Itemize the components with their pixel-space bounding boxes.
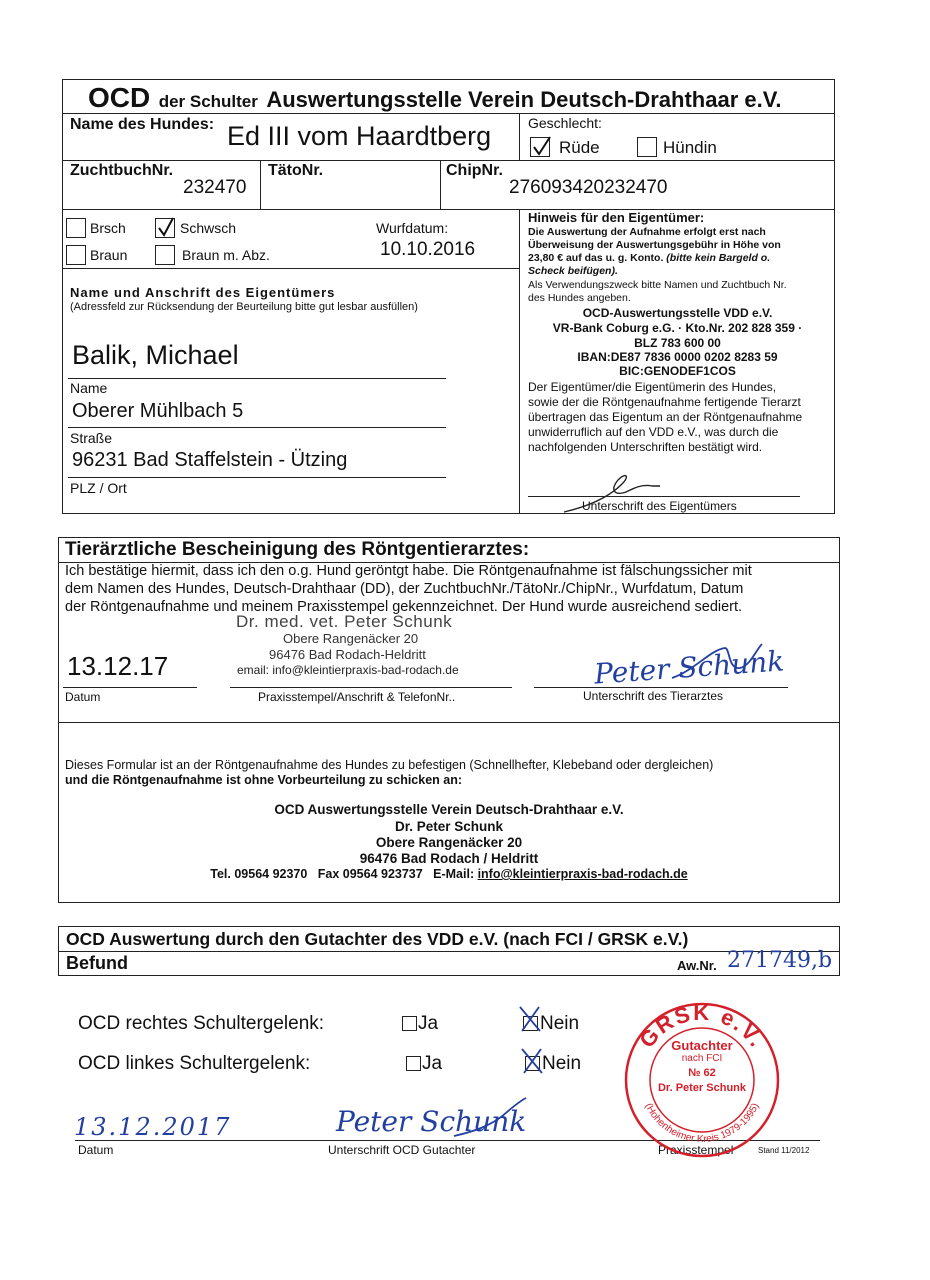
instructions-line: Dieses Formular ist an der Röntgenaufnahme des Hundes zu befestigen (Schnellhefter, Klebeband oder dergleichen) <box>65 758 714 772</box>
vet-signature-flourish <box>670 640 780 690</box>
brsch-checkbox[interactable] <box>66 218 86 238</box>
divider <box>62 160 835 161</box>
divider <box>62 113 835 114</box>
evaluation-signature: Peter Schunk <box>336 1105 527 1138</box>
contact-line <box>58 867 840 881</box>
address-line: Dr. Peter Schunk <box>394 819 504 834</box>
vet-date-label: Datum <box>65 690 101 704</box>
left-ja-label: Ja <box>422 1053 443 1074</box>
befund-label: Befund <box>66 953 128 973</box>
bank-line: OCD-Auswertungsstelle VDD e.V. <box>582 306 773 320</box>
seal-line: Gutachter <box>671 1038 733 1053</box>
owner-city-value: 96231 Bad Staffelstein - Ützing <box>72 449 348 471</box>
vet-text-line: Ich bestätige hiermit, dass ich den o.g. Hund geröntgt habe. Die Röntgenaufnahme ist fälschungssicher mit <box>65 563 752 579</box>
bank-line: IBAN:DE87 7836 0000 0202 8283 59 <box>577 350 778 364</box>
stamp-line: Dr. med. vet. Peter Schunk <box>236 612 453 631</box>
contact-phone-fax: Tel. 09564 92370 Fax 09564 923737 E-Mail: <box>210 867 478 881</box>
tattoo-label: TätoNr. <box>268 162 324 179</box>
seal-line: Dr. Peter Schunk <box>657 1082 747 1094</box>
chip-label: ChipNr. <box>446 162 503 179</box>
evaluation-date-label: Datum <box>78 1143 114 1157</box>
owner-section-note: (Adressfeld zur Rücksendung der Beurteilung bitte gut lesbar ausfüllen) <box>70 301 418 313</box>
notice-no-cash: (bitte kein Bargeld o. <box>666 252 771 264</box>
seal-ring-bottom: (Hohenheimer Kreis 1979-1995) <box>642 1101 762 1146</box>
transfer-line: sowie der die Röntgenaufnahme fertigende Tierarzt <box>528 395 801 409</box>
female-checkbox[interactable] <box>637 137 657 157</box>
bank-line: BIC:GENODEF1COS <box>619 364 736 378</box>
owner-street-line <box>68 427 446 428</box>
divider <box>260 160 261 209</box>
vet-title: Tierärztliche Bescheinigung des Röntgentierarztes: <box>65 539 530 560</box>
transfer-line: nachfolgenden Unterschriften bestätigt wird. <box>528 440 763 454</box>
divider <box>62 268 519 269</box>
female-label: Hündin <box>663 138 717 157</box>
owner-section-title: Name und Anschrift des Eigentümers <box>70 285 336 300</box>
owner-signature-line <box>528 496 800 497</box>
address-line: OCD Auswertungsstelle Verein Deutsch-Drahthaar e.V. <box>274 802 624 817</box>
left-nein-label: Nein <box>542 1053 582 1074</box>
address-line: 96476 Bad Rodach / Heldritt <box>359 851 539 866</box>
evaluation-date-value: 13.12.2017 <box>74 1113 232 1141</box>
notice-title: Hinweis für den Eigentümer: <box>528 210 705 225</box>
stamp-line: email: info@kleintierpraxis-bad-rodach.de <box>237 663 459 677</box>
owner-name-value: Balik, Michael <box>72 340 239 370</box>
title-main: Auswertungsstelle Verein Deutsch-Drahthaar e.V. <box>266 87 782 112</box>
vet-signature-line <box>534 687 788 688</box>
owner-signature-label: Unterschrift des Eigentümers <box>582 499 737 513</box>
studbook-value: 232470 <box>183 177 247 198</box>
notice-line: des Hundes angeben. <box>528 292 631 304</box>
birth-label: Wurfdatum: <box>376 220 449 236</box>
address-line: Obere Rangenäcker 20 <box>375 835 523 850</box>
braun-checkbox[interactable] <box>66 245 86 265</box>
stamp-line: 96476 Bad Rodach-Heldritt <box>269 647 426 662</box>
evaluation-stamp-label: Praxisstempel <box>658 1143 734 1157</box>
vet-date-value: 13.12.17 <box>67 651 169 681</box>
bank-line: BLZ 783 600 00 <box>634 336 721 350</box>
right-shoulder-label: OCD rechtes Schultergelenk: <box>78 1013 325 1034</box>
bank-line: VR-Bank Coburg e.G. · Kto.Nr. 202 828 359 · <box>552 321 803 335</box>
seal-line: nach FCI <box>681 1053 723 1064</box>
notice-line: Überweisung der Auswertungsgebühr in Höhe von <box>528 239 781 251</box>
vet-stamp-line <box>230 687 512 688</box>
seal-line: № 62 <box>688 1067 716 1079</box>
vet-signature-label: Unterschrift des Tierarztes <box>583 689 724 703</box>
divider <box>62 209 835 210</box>
schwsch-label: Schwsch <box>180 220 237 236</box>
title-der-schulter: der Schulter <box>158 92 258 111</box>
left-shoulder-label: OCD linkes Schultergelenk: <box>78 1053 311 1074</box>
owner-city-line <box>68 477 446 478</box>
right-nein-label: Nein <box>540 1013 580 1034</box>
title-ocd: OCD <box>88 82 151 113</box>
aw-number-label: Aw.Nr. <box>677 958 717 973</box>
grsk-seal <box>622 1000 782 1160</box>
sex-label: Geschlecht: <box>528 115 602 131</box>
seal-rings <box>622 1000 782 1160</box>
form-title <box>88 82 782 114</box>
right-ja-label: Ja <box>418 1013 439 1034</box>
check-mark-icon <box>531 135 553 157</box>
owner-name-label: Name <box>70 380 108 396</box>
dog-name-label: Name des Hundes: <box>70 116 215 133</box>
owner-name-line <box>68 378 446 379</box>
owner-street-value: Oberer Mühlbach 5 <box>72 400 244 422</box>
right-ja-checkbox[interactable] <box>402 1016 417 1031</box>
left-ja-checkbox[interactable] <box>406 1056 421 1071</box>
transfer-line: unwiderruflich auf den VDD e.V., was durch die <box>528 425 779 439</box>
evaluation-signature-label: Unterschrift OCD Gutachter <box>328 1143 476 1157</box>
seal-ring-top: GRSK e.V. <box>634 1000 771 1053</box>
transfer-line: übertragen das Eigentum an der Röntgenaufnahme <box>528 410 803 424</box>
dog-name-value: Ed III vom Haardtberg <box>227 121 492 151</box>
aw-number-value: 271749,b <box>727 948 833 973</box>
check-mark-icon <box>156 216 176 238</box>
notice-line: Scheck beifügen). <box>528 265 618 277</box>
vet-text-line: dem Namen des Hundes, Deutsch-Drahthaar (DD), der ZuchtbuchNr./TätoNr./ChipNr., Wurfdatum, Datum <box>65 581 744 597</box>
evaluation-title: OCD Auswertung durch den Gutachter des VDD e.V. (nach FCI / GRSK e.V.) <box>66 929 689 949</box>
notice-line <box>528 252 770 264</box>
vet-date-line <box>63 687 197 688</box>
divider <box>58 722 840 723</box>
braun-abz-label: Braun m. Abz. <box>182 247 270 263</box>
transfer-line: Der Eigentümer/die Eigentümerin des Hundes, <box>528 380 777 394</box>
notice-line: Als Verwendungszweck bitte Namen und Zuchtbuch Nr. <box>528 279 787 291</box>
instructions-line: und die Röntgenaufnahme ist ohne Vorbeurteilung zu schicken an: <box>65 773 463 787</box>
braun-label: Braun <box>90 247 128 263</box>
contact-email-link[interactable]: info@kleintierpraxis-bad-rodach.de <box>477 867 688 881</box>
vet-signature: Peter Schunk <box>593 644 786 691</box>
chip-value: 276093420232470 <box>509 177 668 198</box>
divider <box>440 160 441 209</box>
notice-fee: 23,80 € auf das u. g. Konto. <box>528 252 667 264</box>
braun-abz-checkbox[interactable] <box>155 245 175 265</box>
stamp-line: Obere Rangenäcker 20 <box>283 631 419 646</box>
owner-street-label: Straße <box>70 430 113 446</box>
vet-text-line: der Röntgenaufnahme und meinem Praxisstempel gekennzeichnet. Der Hund wurde ausreichend sediert. <box>65 599 743 615</box>
male-label: Rüde <box>559 138 600 157</box>
studbook-label: ZuchtbuchNr. <box>70 162 174 179</box>
notice-line: Die Auswertung der Aufnahme erfolgt erst nach <box>528 226 766 238</box>
owner-city-label: PLZ / Ort <box>70 480 127 496</box>
birth-value: 10.10.2016 <box>380 239 476 260</box>
evaluation-signature-flourish <box>452 1096 532 1146</box>
divider <box>519 113 520 160</box>
divider <box>58 951 840 952</box>
vet-stamp-label: Praxisstempel/Anschrift & TelefonNr.. <box>258 690 456 704</box>
form-version: Stand 11/2012 <box>758 1146 810 1155</box>
brsch-label: Brsch <box>90 220 126 236</box>
